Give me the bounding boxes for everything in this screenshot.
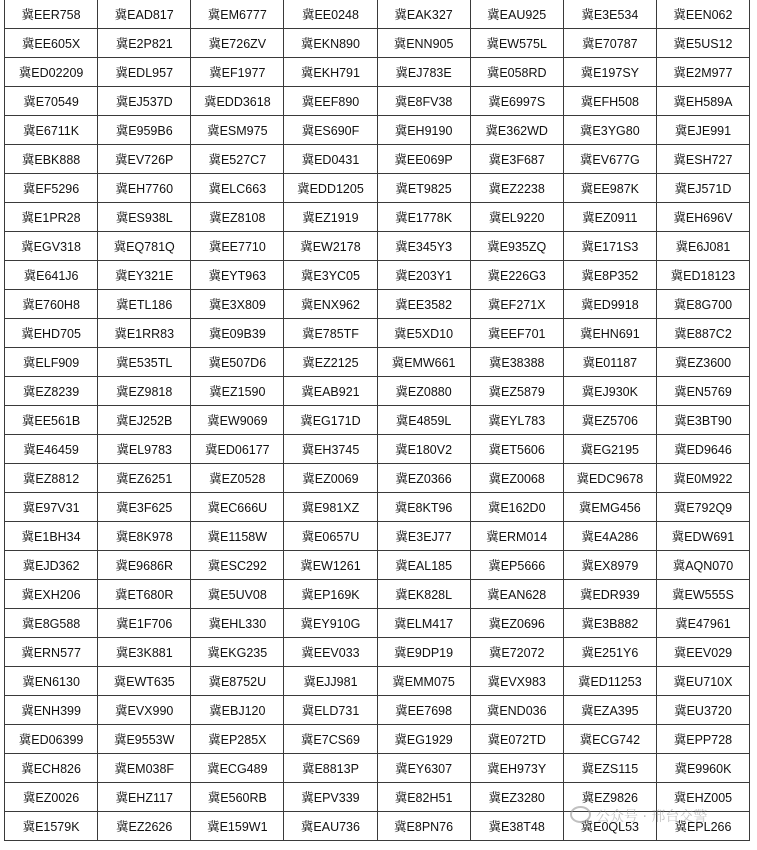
- plate-cell: 冀E1579K: [5, 812, 98, 841]
- table-row: [5, 58, 750, 87]
- plate-cell: 冀EY321E: [98, 261, 191, 290]
- table-row: [5, 116, 750, 145]
- plate-cell: 冀ED06399: [5, 725, 98, 754]
- plate-cell: 冀ET9825: [377, 174, 470, 203]
- plate-cell: 冀EDW691: [656, 522, 749, 551]
- plate-cell: 冀EJE991: [656, 116, 749, 145]
- plate-cell: 冀E792Q9: [656, 493, 749, 522]
- plate-cell: 冀E1BH34: [5, 522, 98, 551]
- plate-cell: 冀ELM417: [377, 609, 470, 638]
- table-row: [5, 319, 750, 348]
- plate-cell: 冀EZ5879: [470, 377, 563, 406]
- plate-cell: 冀EU710X: [656, 667, 749, 696]
- plate-cell: 冀EEF890: [284, 87, 377, 116]
- plate-cell: 冀E70787: [563, 29, 656, 58]
- plate-cell: 冀EE7710: [191, 232, 284, 261]
- plate-cell: 冀EEF701: [470, 319, 563, 348]
- plate-cell: 冀EJ571D: [656, 174, 749, 203]
- plate-cell: 冀EH589A: [656, 87, 749, 116]
- plate-cell: 冀E887C2: [656, 319, 749, 348]
- table-row: [5, 348, 750, 377]
- plate-cell: 冀EH3745: [284, 435, 377, 464]
- plate-cell: 冀E560RB: [191, 783, 284, 812]
- plate-cell: 冀ED18123: [656, 261, 749, 290]
- plate-cell: 冀E3BT90: [656, 406, 749, 435]
- plate-cell: 冀EH7760: [98, 174, 191, 203]
- watermark-text: 公众号 · 邢台交警: [596, 809, 708, 825]
- plate-cell: 冀EZ0366: [377, 464, 470, 493]
- plate-cell: 冀EY6307: [377, 754, 470, 783]
- plate-cell: 冀E785TF: [284, 319, 377, 348]
- plate-cell: 冀E3K881: [98, 638, 191, 667]
- plate-cell: 冀E3X809: [191, 290, 284, 319]
- plate-cell: 冀EMM075: [377, 667, 470, 696]
- plate-cell: 冀E6711K: [5, 116, 98, 145]
- table-row: [5, 145, 750, 174]
- plate-cell: 冀EDD3618: [191, 87, 284, 116]
- plate-cell: 冀EDD1205: [284, 174, 377, 203]
- table-row: [5, 290, 750, 319]
- plate-cell: 冀EZ9826: [563, 783, 656, 812]
- table-row: [5, 464, 750, 493]
- plate-cell: 冀ES690F: [284, 116, 377, 145]
- plate-cell: 冀EZ6251: [98, 464, 191, 493]
- plate-cell: 冀EZ1919: [284, 203, 377, 232]
- plate-cell: 冀E5XD10: [377, 319, 470, 348]
- plate-cell: 冀E345Y3: [377, 232, 470, 261]
- plate-cell: 冀E1PR28: [5, 203, 98, 232]
- plate-cell: 冀EHD705: [5, 319, 98, 348]
- table-row: [5, 406, 750, 435]
- plate-cell: 冀E1F706: [98, 609, 191, 638]
- plate-cell: 冀E726ZV: [191, 29, 284, 58]
- plate-cell: 冀EF1977: [191, 58, 284, 87]
- plate-cell: 冀EE605X: [5, 29, 98, 58]
- plate-cell: 冀EDC9678: [563, 464, 656, 493]
- plate-cell: 冀EM038F: [98, 754, 191, 783]
- plate-cell: 冀EDL957: [98, 58, 191, 87]
- table-row: [5, 783, 750, 812]
- plate-cell: 冀E6J081: [656, 232, 749, 261]
- plate-cell: 冀EE069P: [377, 145, 470, 174]
- plate-cell: 冀E82H51: [377, 783, 470, 812]
- plate-cell: 冀E1158W: [191, 522, 284, 551]
- plate-cell: 冀ED11253: [563, 667, 656, 696]
- plate-cell: 冀EG1929: [377, 725, 470, 754]
- plate-cell: 冀EP285X: [191, 725, 284, 754]
- plate-cell: 冀E072TD: [470, 725, 563, 754]
- plate-cell: 冀EZ9818: [98, 377, 191, 406]
- plate-cell: 冀EJD362: [5, 551, 98, 580]
- table-row: [5, 638, 750, 667]
- plate-cell: 冀EKG235: [191, 638, 284, 667]
- plate-cell: 冀AQN070: [656, 551, 749, 580]
- plate-cell: 冀EAN628: [470, 580, 563, 609]
- plate-cell: 冀EJ930K: [563, 377, 656, 406]
- plate-cell: 冀EHZ005: [656, 783, 749, 812]
- table-row: [5, 203, 750, 232]
- table-row: [5, 435, 750, 464]
- plate-cell: 冀END036: [470, 696, 563, 725]
- plate-table: [4, 0, 750, 841]
- plate-cell: 冀EAU736: [284, 812, 377, 841]
- plate-cell: 冀ET5606: [470, 435, 563, 464]
- plate-cell: 冀EYT963: [191, 261, 284, 290]
- plate-cell: 冀EVX983: [470, 667, 563, 696]
- table-row: [5, 0, 750, 29]
- table-row: [5, 29, 750, 58]
- plate-cell: 冀EW9069: [191, 406, 284, 435]
- plate-cell: 冀E535TL: [98, 348, 191, 377]
- plate-cell: 冀E2M977: [656, 58, 749, 87]
- plate-cell: 冀E38388: [470, 348, 563, 377]
- plate-cell: 冀EJ252B: [98, 406, 191, 435]
- plate-cell: 冀EN6130: [5, 667, 98, 696]
- plate-cell: 冀EE0248: [284, 0, 377, 29]
- plate-cell: 冀EG171D: [284, 406, 377, 435]
- plate-cell: 冀EZ8108: [191, 203, 284, 232]
- plate-cell: 冀EP169K: [284, 580, 377, 609]
- plate-cell: 冀EV726P: [98, 145, 191, 174]
- plate-cell: 冀EPL266: [656, 812, 749, 841]
- plate-cell: 冀EF271X: [470, 290, 563, 319]
- plate-cell: 冀E981XZ: [284, 493, 377, 522]
- plate-cell: 冀E1RR83: [98, 319, 191, 348]
- plate-cell: 冀E09B39: [191, 319, 284, 348]
- table-row: [5, 522, 750, 551]
- table-row: [5, 551, 750, 580]
- plate-cell: 冀ELF909: [5, 348, 98, 377]
- plate-cell: 冀E70549: [5, 87, 98, 116]
- plate-cell: 冀ENX962: [284, 290, 377, 319]
- plate-cell: 冀EZ2125: [284, 348, 377, 377]
- plate-cell: 冀ERN577: [5, 638, 98, 667]
- plate-cell: 冀EJ783E: [377, 58, 470, 87]
- plate-cell: 冀EW575L: [470, 29, 563, 58]
- plate-cell: 冀ERM014: [470, 522, 563, 551]
- plate-cell: 冀E362WD: [470, 116, 563, 145]
- plate-cell: 冀ELD731: [284, 696, 377, 725]
- plate-cell: 冀EER758: [5, 0, 98, 29]
- plate-cell: 冀E171S3: [563, 232, 656, 261]
- plate-cell: 冀EHN691: [563, 319, 656, 348]
- plate-cell: 冀ENH399: [5, 696, 98, 725]
- table-row: [5, 232, 750, 261]
- plate-cell: 冀EZ0880: [377, 377, 470, 406]
- plate-cell: 冀ESM975: [191, 116, 284, 145]
- plate-cell: 冀EV677G: [563, 145, 656, 174]
- plate-cell: 冀EP5666: [470, 551, 563, 580]
- plate-cell: 冀EL9783: [98, 435, 191, 464]
- plate-cell: 冀EE987K: [563, 174, 656, 203]
- plate-cell: 冀EGV318: [5, 232, 98, 261]
- plate-cell: 冀E159W1: [191, 812, 284, 841]
- plate-cell: 冀EWT635: [98, 667, 191, 696]
- table-row: [5, 377, 750, 406]
- plate-cell: 冀E2P821: [98, 29, 191, 58]
- plate-cell: 冀EDR939: [563, 580, 656, 609]
- plate-cell: 冀EZ5706: [563, 406, 656, 435]
- plate-cell: 冀ESH727: [656, 145, 749, 174]
- plate-cell: 冀E3B882: [563, 609, 656, 638]
- plate-cell: 冀E8P352: [563, 261, 656, 290]
- plate-cell: 冀E8752U: [191, 667, 284, 696]
- plate-cell: 冀EEV033: [284, 638, 377, 667]
- plate-cell: 冀E4859L: [377, 406, 470, 435]
- plate-cell: 冀EMG456: [563, 493, 656, 522]
- plate-cell: 冀EC666U: [191, 493, 284, 522]
- plate-cell: 冀E5UV08: [191, 580, 284, 609]
- plate-cell: 冀EZ0026: [5, 783, 98, 812]
- plate-cell: 冀EAL185: [377, 551, 470, 580]
- plate-cell: 冀E3YG80: [563, 116, 656, 145]
- table-row: [5, 493, 750, 522]
- plate-cell: 冀ED06177: [191, 435, 284, 464]
- plate-cell: 冀EXH206: [5, 580, 98, 609]
- plate-cell: 冀EAU925: [470, 0, 563, 29]
- plate-cell: 冀EZ2238: [470, 174, 563, 203]
- plate-cell: 冀EZ3600: [656, 348, 749, 377]
- plate-cell: 冀E162D0: [470, 493, 563, 522]
- plate-cell: 冀E641J6: [5, 261, 98, 290]
- plate-cell: 冀EZ1590: [191, 377, 284, 406]
- plate-cell: 冀E01187: [563, 348, 656, 377]
- plate-cell: 冀EZS115: [563, 754, 656, 783]
- plate-cell: 冀ECG742: [563, 725, 656, 754]
- plate-cell: 冀E46459: [5, 435, 98, 464]
- plate-cell: 冀ELC663: [191, 174, 284, 203]
- plate-cell: 冀EW2178: [284, 232, 377, 261]
- plate-cell: 冀E5US12: [656, 29, 749, 58]
- table-row: [5, 174, 750, 203]
- plate-cell: 冀EM6777: [191, 0, 284, 29]
- plate-cell: 冀E226G3: [470, 261, 563, 290]
- plate-cell: 冀E9553W: [98, 725, 191, 754]
- plate-cell: 冀EN5769: [656, 377, 749, 406]
- plate-cell: 冀EK828L: [377, 580, 470, 609]
- table-row: [5, 696, 750, 725]
- plate-cell: 冀E38T48: [470, 812, 563, 841]
- plate-table-body: [5, 0, 750, 841]
- plate-cell: 冀E9960K: [656, 754, 749, 783]
- plate-cell: 冀E197SY: [563, 58, 656, 87]
- plate-cell: 冀E527C7: [191, 145, 284, 174]
- plate-cell: 冀EH973Y: [470, 754, 563, 783]
- plate-cell: 冀EKH791: [284, 58, 377, 87]
- plate-cell: 冀ES938L: [98, 203, 191, 232]
- plate-cell: 冀E203Y1: [377, 261, 470, 290]
- plate-cell: 冀EZ3280: [470, 783, 563, 812]
- plate-cell: 冀E1778K: [377, 203, 470, 232]
- plate-cell: 冀EL9220: [470, 203, 563, 232]
- table-row: [5, 667, 750, 696]
- plate-cell: 冀E935ZQ: [470, 232, 563, 261]
- plate-cell: 冀E3YC05: [284, 261, 377, 290]
- plate-cell: 冀ET680R: [98, 580, 191, 609]
- plate-cell: 冀ED9918: [563, 290, 656, 319]
- plate-cell: 冀E8K978: [98, 522, 191, 551]
- plate-cell: 冀EKN890: [284, 29, 377, 58]
- plate-cell: 冀ED0431: [284, 145, 377, 174]
- plate-cell: 冀E959B6: [98, 116, 191, 145]
- plate-cell: 冀EBJ120: [191, 696, 284, 725]
- plate-cell: 冀E507D6: [191, 348, 284, 377]
- plate-cell: 冀EF5296: [5, 174, 98, 203]
- plate-cell: 冀ED02209: [5, 58, 98, 87]
- plate-cell: 冀E8G588: [5, 609, 98, 638]
- plate-cell: 冀ECH826: [5, 754, 98, 783]
- plate-cell: 冀EE561B: [5, 406, 98, 435]
- plate-cell: 冀E7CS69: [284, 725, 377, 754]
- plate-cell: 冀EX8979: [563, 551, 656, 580]
- plate-cell: 冀EPP728: [656, 725, 749, 754]
- plate-cell: 冀EHL330: [191, 609, 284, 638]
- plate-cell: 冀EH696V: [656, 203, 749, 232]
- plate-cell: 冀E8KT96: [377, 493, 470, 522]
- table-row: [5, 812, 750, 841]
- plate-cell: 冀EPV339: [284, 783, 377, 812]
- plate-cell: 冀EAD817: [98, 0, 191, 29]
- plate-cell: 冀EYL783: [470, 406, 563, 435]
- plate-cell: 冀EH9190: [377, 116, 470, 145]
- plate-cell: 冀E9686R: [98, 551, 191, 580]
- plate-cell: 冀ETL186: [98, 290, 191, 319]
- plate-cell: 冀EJJ981: [284, 667, 377, 696]
- plate-cell: 冀E4A286: [563, 522, 656, 551]
- plate-cell: 冀E9DP19: [377, 638, 470, 667]
- table-row: [5, 725, 750, 754]
- plate-cell: 冀EU3720: [656, 696, 749, 725]
- plate-cell: 冀E8FV38: [377, 87, 470, 116]
- plate-cell: 冀E47961: [656, 609, 749, 638]
- table-row: [5, 609, 750, 638]
- plate-cell: 冀E058RD: [470, 58, 563, 87]
- table-row: [5, 580, 750, 609]
- plate-cell: 冀ED9646: [656, 435, 749, 464]
- plate-cell: 冀E0M922: [656, 464, 749, 493]
- plate-cell: 冀EZ0068: [470, 464, 563, 493]
- plate-cell: 冀EHZ117: [98, 783, 191, 812]
- plate-cell: 冀EAK327: [377, 0, 470, 29]
- plate-cell: 冀E8813P: [284, 754, 377, 783]
- plate-cell: 冀E760H8: [5, 290, 98, 319]
- plate-cell: 冀EMW661: [377, 348, 470, 377]
- plate-cell: 冀EZ0069: [284, 464, 377, 493]
- plate-cell: 冀EE3582: [377, 290, 470, 319]
- plate-cell: 冀E0QL53: [563, 812, 656, 841]
- plate-cell: 冀E3EJ77: [377, 522, 470, 551]
- plate-cell: 冀EZA395: [563, 696, 656, 725]
- plate-cell: 冀E3E534: [563, 0, 656, 29]
- plate-cell: 冀EG2195: [563, 435, 656, 464]
- plate-cell: 冀EQ781Q: [98, 232, 191, 261]
- plate-cell: 冀E6997S: [470, 87, 563, 116]
- plate-cell: 冀EZ0696: [470, 609, 563, 638]
- plate-cell: 冀EZ8812: [5, 464, 98, 493]
- table-row: [5, 87, 750, 116]
- plate-cell: 冀E180V2: [377, 435, 470, 464]
- plate-cell: 冀EZ0911: [563, 203, 656, 232]
- plate-cell: 冀EJ537D: [98, 87, 191, 116]
- plate-cell: 冀EZ8239: [5, 377, 98, 406]
- plate-cell: 冀EE7698: [377, 696, 470, 725]
- plate-cell: 冀EFH508: [563, 87, 656, 116]
- plate-cell: 冀EAB921: [284, 377, 377, 406]
- plate-cell: 冀EBK888: [5, 145, 98, 174]
- plate-cell: 冀E8PN76: [377, 812, 470, 841]
- plate-cell: 冀E72072: [470, 638, 563, 667]
- plate-cell: 冀EW555S: [656, 580, 749, 609]
- plate-cell: 冀E97V31: [5, 493, 98, 522]
- table-row: [5, 754, 750, 783]
- plate-cell: 冀E8G700: [656, 290, 749, 319]
- plate-cell: 冀EY910G: [284, 609, 377, 638]
- plate-cell: 冀E251Y6: [563, 638, 656, 667]
- plate-cell: 冀E3F687: [470, 145, 563, 174]
- plate-cell: 冀EZ0528: [191, 464, 284, 493]
- plate-cell: 冀ECG489: [191, 754, 284, 783]
- plate-cell: 冀EVX990: [98, 696, 191, 725]
- table-row: [5, 261, 750, 290]
- plate-cell: 冀EZ2626: [98, 812, 191, 841]
- plate-cell: 冀EW1261: [284, 551, 377, 580]
- plate-cell: 冀ENN905: [377, 29, 470, 58]
- plate-cell: 冀E0657U: [284, 522, 377, 551]
- plate-cell: 冀EEN062: [656, 0, 749, 29]
- plate-cell: 冀EEV029: [656, 638, 749, 667]
- plate-cell: 冀E3F625: [98, 493, 191, 522]
- plate-cell: 冀ESC292: [191, 551, 284, 580]
